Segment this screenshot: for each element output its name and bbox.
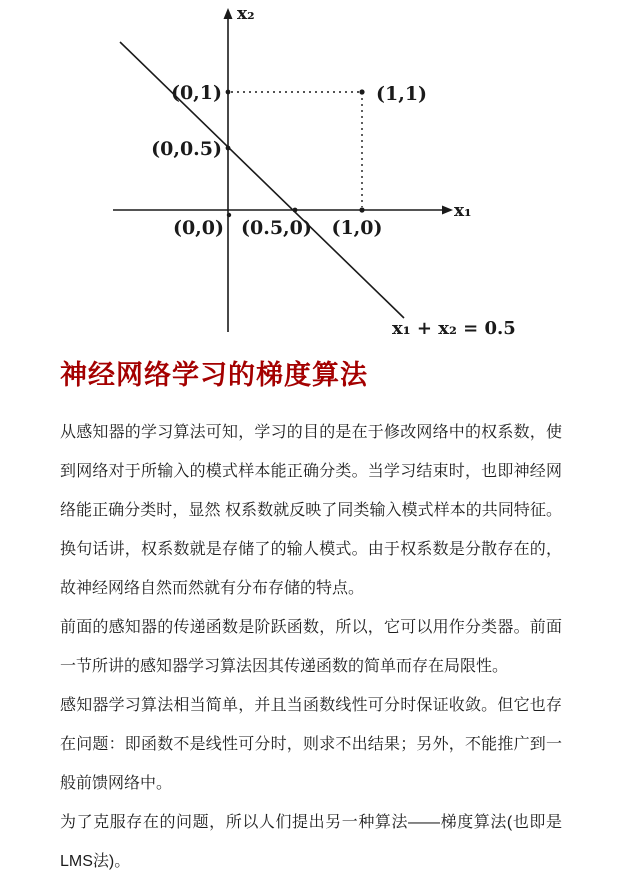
y-axis-arrow-icon [224,8,233,19]
label-point-1-0: (1,0) [331,217,383,239]
point-0-1 [226,90,231,95]
article-body [60,413,562,881]
point-1-0 [359,207,364,212]
label-point-0-05: (0,0.5) [151,138,222,160]
point-1-1 [359,89,364,94]
paragraph-3: 感知器学习算法相当简单，并且当函数线性可分时保证收敛。但它也存在问题：即函数不是线性可分时，则求不出结果；另外，不能推广到一般前馈网络中。 [60,697,562,793]
label-point-0-1: (0,1) [170,82,222,104]
y-axis-label: x₂ [237,4,255,24]
paragraph-4: 为了克服存在的问题，所以人们提出另一种算法——梯度算法(也即是LMS法)。 [60,814,562,871]
line-equation-label: x₁ + x₂ = 0.5 [392,318,516,339]
label-point-1-1: (1,1) [376,83,428,105]
paragraph-2: 前面的感知器的传递函数是阶跃函数，所以，它可以用作分类器。前面一节所讲的感知器学习算法因其传递函数的简单而存在局限性。 [60,619,562,676]
label-point-0-0: (0,0) [172,217,224,239]
x-axis-arrow-icon [442,206,453,215]
point-0-05 [226,146,231,151]
page-title: 神经网络学习的梯度算法 [60,360,368,390]
paragraph-1: 从感知器的学习算法可知，学习的目的是在于修改网络中的权系数，使到网络对于所输入的模式样本能正确分类。当学习结束时，也即神经网络能正确分类时，显然 权系数就反映了同类输入模式样本的共同特征。换句话讲，权系数就是存储了的输人模式。由于权系数是分散存在的，故神经网络自然而然就有分布存储的特点。 [60,424,562,598]
separation-line [120,42,404,318]
x-axis-label: x₁ [454,201,472,221]
figure-linear-separation [0,0,624,346]
label-point-05-0: (0.5,0) [241,217,312,239]
point-05-0 [293,208,298,213]
point-0-0 [227,213,231,217]
figure-svg [0,0,624,346]
